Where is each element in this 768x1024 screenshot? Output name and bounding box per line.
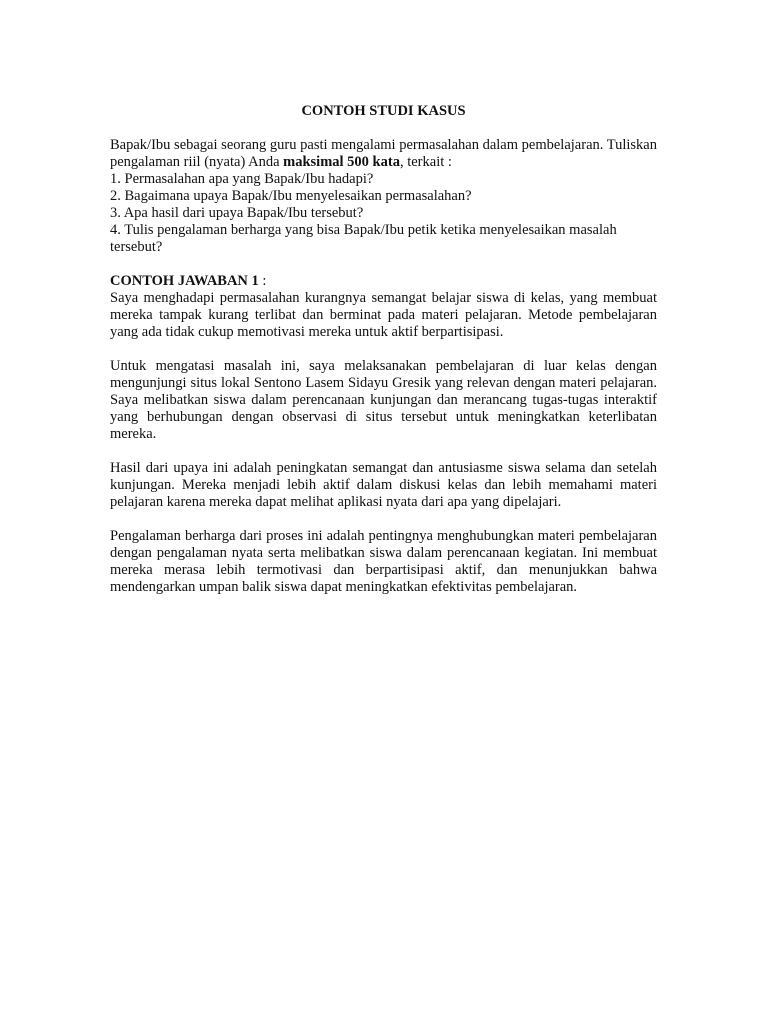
answer-heading-label: CONTOH JAWABAN 1 [110,273,259,289]
intro-text [110,137,657,171]
question-item: 1. Permasalahan apa yang Bapak/Ibu hadapi? [110,171,374,187]
question-list [110,171,657,256]
document-page [110,103,657,613]
question-item: 2. Bagaimana upaya Bapak/Ibu menyelesaikan permasalahan? [110,188,472,204]
answer-section [110,273,657,341]
answer-heading [110,273,657,290]
case-prompt [110,137,657,256]
document-title: CONTOH STUDI KASUS [301,103,466,119]
intro-text-end: , terkait : [399,154,452,170]
intro-word-limit: maksimal 500 kata [283,154,400,170]
question-item: 3. Apa hasil dari upaya Bapak/Ibu tersebut? [110,205,364,221]
question-item: 4. Tulis pengalaman berharga yang bisa Bapak/Ibu petik ketika menyelesaikan masalah tersebut? [110,222,617,255]
answer-paragraph-lesson: Pengalaman berharga dari proses ini adalah pentingnya menghubungkan materi pembelajaran dengan pengalaman nyata serta melibatkan siswa dalam perencanaan kegiatan. Ini membuat mereka merasa lebih termotivasi dan berpartisipasi aktif, dan menunjukkan bahwa mendengarkan umpan balik siswa dapat meningkatkan efektivitas pembelajaran. [110,528,657,595]
answer-heading-colon: : [258,273,267,289]
answer-paragraph-effort: Untuk mengatasi masalah ini, saya melaksanakan pembelajaran di luar kelas dengan mengunjungi situs lokal Sentono Lasem Sidayu Gresik yang relevan dengan materi pelajaran. Saya melibatkan siswa dalam perencanaan kunjungan dan merancang tugas-tugas interaktif yang berhubungan dengan observasi di situs tersebut untuk meningkatkan keterlibatan mereka. [110,358,657,442]
answer-paragraph-result: Hasil dari upaya ini adalah peningkatan semangat dan antusiasme siswa selama dan setelah kunjungan. Mereka menjadi lebih aktif dalam diskusi kelas dan lebih memahami materi pelajaran karena mereka dapat melihat aplikasi nyata dari apa yang dipelajari. [110,460,657,510]
intro-text-start: Bapak/Ibu sebagai seorang guru pasti mengalami permasalahan dalam pembelajaran. Tuliskan pengalaman riil (nyata) Anda [110,137,657,170]
answer-paragraph-problem: Saya menghadapi permasalahan kurangnya semangat belajar siswa di kelas, yang membuat mereka tampak kurang terlibat dan berminat pada materi pelajaran. Metode pembelajaran yang ada tidak cukup memotivasi mereka untuk aktif berpartisipasi. [110,290,657,340]
